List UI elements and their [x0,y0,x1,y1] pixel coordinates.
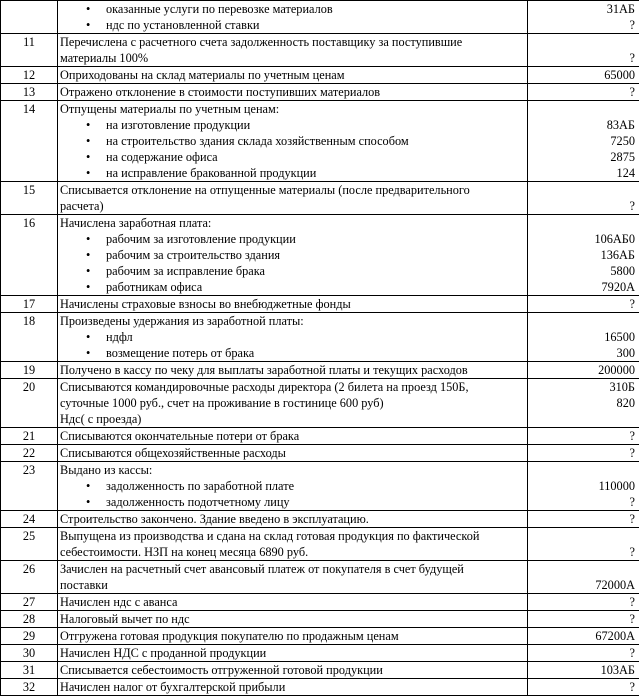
value-line: ? [528,494,635,510]
list-item [60,17,525,33]
description-line: Списывается отклонение на отпущенные материалы (после предварительного [60,182,525,198]
description-line: Перечислена с расчетного счета задолженность поставщику за поступившие [60,34,525,50]
row-value [528,313,639,362]
row-value [528,662,639,679]
row-number: 20 [1,379,58,428]
list-item [60,165,525,181]
description-line: Выдано из кассы: [60,462,525,478]
list-item [60,117,525,133]
value-line [528,462,635,478]
row-description [58,182,528,215]
row-value [528,561,639,594]
list-item [60,247,525,263]
value-line: 65000 [528,67,635,83]
row-value [528,379,639,428]
description-line: Списываются командировочные расходы директора (2 билета на проезд 150Б, [60,379,525,395]
list-item [60,231,525,247]
row-value [528,34,639,67]
bullet-icon: • [86,17,90,33]
description-line: Оприходованы на склад материалы по учетным ценам [60,67,525,83]
value-line [528,215,635,231]
table-row [1,511,639,528]
row-value [528,528,639,561]
row-description [58,662,528,679]
table-row [1,101,639,182]
row-number: 31 [1,662,58,679]
description-line: Списываются общехозяйственные расходы [60,445,525,461]
row-number: 22 [1,445,58,462]
row-number: 14 [1,101,58,182]
value-line: ? [528,544,635,560]
value-line: 106АБ0 [528,231,635,247]
list-item-text: рабочим за исправление брака [82,264,265,278]
value-line: ? [528,679,635,695]
row-number: 23 [1,462,58,511]
bullet-icon: • [86,247,90,263]
row-description [58,101,528,182]
row-value [528,628,639,645]
row-number: 18 [1,313,58,362]
value-line: 820 [528,395,635,411]
table-row [1,445,639,462]
value-line: 310Б [528,379,635,395]
value-line: 110000 [528,478,635,494]
row-number: 16 [1,215,58,296]
value-line: 103АБ [528,662,635,678]
row-value [528,84,639,101]
table-row [1,182,639,215]
value-line [528,182,635,198]
row-value [528,101,639,182]
value-line: ? [528,50,635,66]
value-line [528,528,635,544]
row-description [58,462,528,511]
description-line: Отпущены материалы по учетным ценам: [60,101,525,117]
row-value [528,67,639,84]
value-line [528,34,635,50]
description-line: Строительство закончено. Здание введено в эксплуатацию. [60,511,525,527]
description-line: поставки [60,577,525,593]
row-description [58,215,528,296]
list-item [60,133,525,149]
row-value [528,1,639,34]
list-item-text: рабочим за изготовление продукции [82,232,296,246]
value-line: ? [528,198,635,214]
row-description [58,1,528,34]
value-line [528,411,635,427]
row-value [528,462,639,511]
row-value [528,645,639,662]
list-item-text: рабочим за строительство здания [82,248,280,262]
list-item-text: оказанные услуги по перевозке материалов [82,2,333,16]
table-row [1,67,639,84]
value-line [528,101,635,117]
bullet-icon: • [86,263,90,279]
list-item [60,1,525,17]
row-description [58,628,528,645]
row-number [1,1,58,34]
table-row [1,379,639,428]
list-item-text: задолженность подотчетному лицу [82,495,290,509]
row-description [58,67,528,84]
description-line: Списываются окончательные потери от брака [60,428,525,444]
row-value [528,594,639,611]
value-line: 2875 [528,149,635,165]
description-line: Списывается себестоимость отгруженной готовой продукции [60,662,525,678]
value-line: 7250 [528,133,635,149]
list-item-text: задолженность по заработной плате [82,479,294,493]
description-line: себестоимости. НЗП на конец месяца 6890 руб. [60,544,525,560]
value-line: 136АБ [528,247,635,263]
row-number: 29 [1,628,58,645]
row-value [528,679,639,696]
row-number: 12 [1,67,58,84]
description-line: Отражено отклонение в стоимости поступивших материалов [60,84,525,100]
list-item [60,263,525,279]
row-value [528,296,639,313]
bullet-icon: • [86,133,90,149]
row-number: 13 [1,84,58,101]
bullet-icon: • [86,165,90,181]
list-item [60,345,525,361]
list-item-text: на строительство здания склада хозяйственным способом [82,134,409,148]
row-description [58,561,528,594]
row-number: 26 [1,561,58,594]
row-description [58,428,528,445]
table-row [1,528,639,561]
description-line: Произведены удержания из заработной платы: [60,313,525,329]
row-number: 11 [1,34,58,67]
value-line: ? [528,594,635,610]
description-line: Отгружена готовая продукция покупателю по продажным ценам [60,628,525,644]
value-line [528,561,635,577]
row-number: 25 [1,528,58,561]
value-line: 67200А [528,628,635,644]
description-line: суточные 1000 руб., счет на проживание в гостинице 600 руб) [60,395,525,411]
description-line: Налоговый вычет по ндс [60,611,525,627]
description-line: Начислена заработная плата: [60,215,525,231]
value-line: ? [528,511,635,527]
list-item-text: на изготовление продукции [82,118,250,132]
description-line: Выпущена из производства и сдана на склад готовая продукция по фактической [60,528,525,544]
bullet-icon: • [86,117,90,133]
table-row [1,679,639,696]
row-description [58,34,528,67]
row-value [528,428,639,445]
bullet-icon: • [86,345,90,361]
value-line: ? [528,611,635,627]
description-line: Получено в кассу по чеку для выплаты заработной платы и текущих расходов [60,362,525,378]
table-row [1,561,639,594]
table-row [1,662,639,679]
row-number: 24 [1,511,58,528]
operations-table-body [1,1,639,696]
bullet-icon: • [86,149,90,165]
value-line: 83АБ [528,117,635,133]
row-number: 17 [1,296,58,313]
value-line: ? [528,84,635,100]
table-row [1,628,639,645]
row-number: 15 [1,182,58,215]
table-row [1,645,639,662]
value-line: ? [528,445,635,461]
row-number: 30 [1,645,58,662]
value-line: 7920А [528,279,635,295]
row-description [58,594,528,611]
list-item [60,149,525,165]
value-line: 300 [528,345,635,361]
bullet-icon: • [86,494,90,510]
table-row [1,428,639,445]
row-value [528,182,639,215]
value-line: 200000 [528,362,635,378]
description-line: расчета) [60,198,525,214]
row-value [528,611,639,628]
value-line: 31АБ [528,1,635,17]
table-row [1,594,639,611]
value-line: ? [528,296,635,312]
row-value [528,511,639,528]
description-line: Ндс( с проезда) [60,411,525,427]
row-description [58,511,528,528]
description-line: Начислен ндс с аванса [60,594,525,610]
row-value [528,362,639,379]
table-row [1,462,639,511]
bullet-icon: • [86,329,90,345]
value-line [528,313,635,329]
value-line: ? [528,17,635,33]
row-description [58,84,528,101]
list-item [60,279,525,295]
list-item-text: работникам офиса [82,280,202,294]
list-item-text: возмещение потерь от брака [82,346,254,360]
list-item-text: на содержание офиса [82,150,218,164]
list-item [60,494,525,510]
row-number: 27 [1,594,58,611]
row-description [58,445,528,462]
table-row [1,362,639,379]
row-number: 21 [1,428,58,445]
table-row [1,34,639,67]
value-line: 5800 [528,263,635,279]
value-line: 124 [528,165,635,181]
row-number: 19 [1,362,58,379]
row-description [58,528,528,561]
value-line: 16500 [528,329,635,345]
table-row [1,84,639,101]
table-row [1,611,639,628]
value-line: ? [528,645,635,661]
table-row [1,313,639,362]
row-description [58,645,528,662]
bullet-icon: • [86,279,90,295]
row-value [528,445,639,462]
list-item-text: ндс по установленной ставки [82,18,260,32]
row-number: 28 [1,611,58,628]
bullet-icon: • [86,231,90,247]
bullet-icon: • [86,1,90,17]
table-row [1,215,639,296]
description-line: Зачислен на расчетный счет авансовый платеж от покупателя в счет будущей [60,561,525,577]
row-description [58,313,528,362]
row-number: 32 [1,679,58,696]
bullet-icon: • [86,478,90,494]
description-line: материалы 100% [60,50,525,66]
row-description [58,362,528,379]
row-value [528,215,639,296]
row-description [58,296,528,313]
value-line: 72000А [528,577,635,593]
table-row [1,296,639,313]
list-item [60,478,525,494]
value-line: ? [528,428,635,444]
row-description [58,611,528,628]
table-row [1,1,639,34]
list-item-text: на исправление бракованной продукции [82,166,316,180]
description-line: Начислены страховые взносы во внебюджетные фонды [60,296,525,312]
description-line: Начислен НДС с проданной продукции [60,645,525,661]
list-item [60,329,525,345]
description-line: Начислен налог от бухгалтерской прибыли [60,679,525,695]
row-description [58,379,528,428]
row-description [58,679,528,696]
list-item-text: ндфл [82,330,133,344]
